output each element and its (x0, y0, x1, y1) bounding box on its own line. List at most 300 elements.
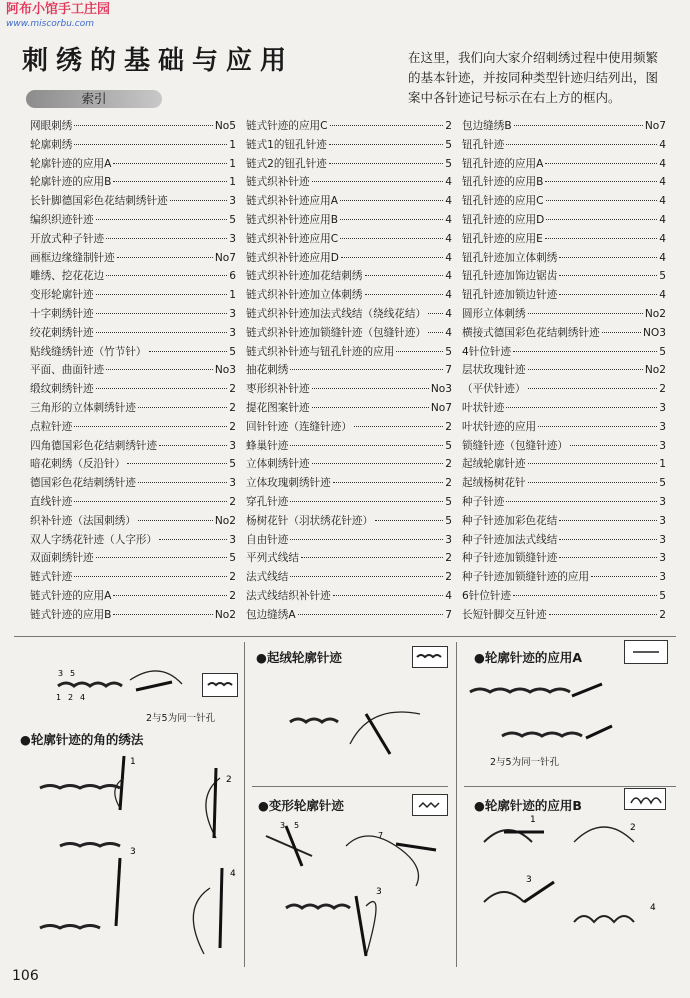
leader-dots (138, 407, 227, 408)
app-a-diagram (462, 666, 672, 752)
index-column-2 (246, 118, 452, 626)
index-entry-page: 4 (659, 289, 666, 302)
leader-dots (546, 219, 657, 220)
index-entry-label: 6针位针迹 (462, 589, 512, 602)
leader-dots (127, 463, 227, 464)
index-entry-label: 双人字绣花针迹（人字形） (30, 533, 158, 546)
index-entry (30, 475, 236, 494)
svg-text:1: 1 (130, 757, 136, 767)
index-entry (246, 156, 452, 175)
svg-text:3: 3 (280, 821, 286, 830)
index-entry (30, 419, 236, 438)
index-entry (246, 174, 452, 193)
index-entry-label: 种子针迹加锁缝针迹 (462, 552, 558, 565)
index-entry-page: 4 (445, 270, 452, 283)
index-entry-label: 包边缝绣A (246, 608, 296, 621)
index-entry (246, 607, 452, 626)
index-entry (30, 362, 236, 381)
svg-text:2: 2 (226, 775, 232, 785)
index-entry-page: 5 (445, 439, 452, 452)
leader-dots (74, 501, 227, 502)
index-entry-label: 链式织补针迹应用D (246, 251, 339, 264)
index-entry-label: 长短针脚交互针迹 (462, 608, 547, 621)
leader-dots (513, 351, 657, 352)
index-entry-page: No7 (430, 401, 452, 414)
index-entry-page: 2 (445, 571, 452, 584)
index-entry-label: 钮孔针迹 (462, 138, 505, 151)
index-entry (246, 118, 452, 137)
leader-dots (528, 463, 658, 464)
leader-dots (312, 388, 429, 389)
variant-outline-title: ●变形轮廓针迹 (258, 798, 344, 813)
leader-dots (538, 426, 657, 427)
leader-dots (428, 313, 443, 314)
index-entry (462, 456, 666, 475)
index-entry (246, 569, 452, 588)
leader-dots (559, 257, 657, 258)
index-entry (462, 344, 666, 363)
index-entry (246, 306, 452, 325)
index-entry-label: 链式织补针迹加立体刺绣 (246, 289, 363, 302)
index-entry-page: 3 (659, 552, 666, 565)
index-entry-page: No2 (644, 364, 666, 377)
index-entry-page: 1 (229, 176, 236, 189)
index-entry-label: 雕绣、挖花花边 (30, 270, 105, 283)
leader-dots (396, 351, 443, 352)
variant-outline-diagram (256, 816, 448, 964)
index-entry-page: 3 (229, 439, 236, 452)
leader-dots (290, 445, 443, 446)
leader-dots (138, 520, 213, 521)
svg-text:4: 4 (650, 903, 656, 913)
leader-dots (340, 238, 443, 239)
index-entry-label: 链式针迹的应用B (30, 608, 112, 621)
leader-dots (96, 219, 228, 220)
index-entry-label: 钮孔针迹的应用B (462, 176, 544, 189)
index-entry (462, 419, 666, 438)
index-entry-page: 5 (659, 589, 666, 602)
index-entry (462, 268, 666, 287)
leader-dots (312, 181, 444, 182)
index-entry-label: 轮廓针迹的应用A (30, 157, 112, 170)
page-title: 刺绣的基础与应用 (22, 46, 295, 76)
leader-dots (549, 614, 658, 615)
index-entry-label: 包边缝绣B (462, 120, 512, 132)
leader-dots (559, 557, 657, 558)
index-entry-label: 链式织补针迹应用C (246, 232, 339, 245)
index-entry-page: 2 (659, 608, 666, 621)
app-a-caption: 2与5为同一针孔 (490, 757, 560, 768)
svg-text:2: 2 (68, 693, 74, 702)
index-entry-label: 链式织补针迹 (246, 176, 310, 189)
index-entry-label: 种子针迹加法式线结 (462, 533, 558, 546)
index-entry-label: 绞花刺绣针迹 (30, 326, 94, 339)
index-entry-page: 4 (659, 213, 666, 226)
index-badge: 索引 (26, 90, 162, 108)
leader-dots (365, 294, 444, 295)
index-entry-label: 横接式德国彩色花结刺绣针迹 (462, 326, 600, 339)
index-entry-page: No2 (214, 608, 236, 621)
leader-dots (113, 595, 227, 596)
index-entry (246, 250, 452, 269)
index-entry (30, 438, 236, 457)
leader-dots (159, 445, 227, 446)
index-entry (30, 306, 236, 325)
leader-dots (333, 595, 444, 596)
index-entry (462, 231, 666, 250)
index-entry (30, 344, 236, 363)
index-entry (30, 494, 236, 513)
svg-text:3: 3 (58, 669, 64, 678)
index-entry-page: 5 (445, 495, 452, 508)
leader-dots (559, 294, 657, 295)
index-entry-label: 链式针迹的应用A (30, 589, 112, 602)
index-entry-page: 6 (229, 270, 236, 283)
stitch-symbol-box (624, 788, 666, 810)
leader-dots (546, 200, 658, 201)
index-entry-page: 5 (659, 477, 666, 490)
index-entry (30, 156, 236, 175)
index-entry-page: No7 (214, 251, 236, 264)
index-entry-page: No3 (430, 383, 452, 396)
svg-text:1: 1 (56, 693, 62, 702)
watermark-site: www.miscorbu.com (6, 19, 94, 29)
leader-dots (138, 482, 227, 483)
leader-dots (74, 576, 227, 577)
leader-dots (106, 369, 213, 370)
index-entry-label: 圆形立体刺绣 (462, 307, 526, 320)
index-entry-label: 叶状针迹的应用 (462, 420, 537, 433)
index-entry-label: 提花图案针迹 (246, 401, 310, 414)
leader-dots (312, 407, 429, 408)
corner-section-title: ●轮廓针迹的角的绣法 (20, 732, 144, 747)
index-entry-page: 2 (659, 383, 666, 396)
leader-dots (506, 407, 657, 408)
index-entry-label: 穿孔针迹 (246, 495, 289, 508)
index-entry (462, 550, 666, 569)
leader-dots (340, 200, 443, 201)
leader-dots (96, 294, 228, 295)
index-entry-page: 4 (445, 251, 452, 264)
index-entry (246, 475, 452, 494)
index-entry (246, 362, 452, 381)
index-entry-label: 法式线结织补针迹 (246, 589, 331, 602)
index-entry-page: 3 (229, 232, 236, 245)
leader-dots (333, 482, 444, 483)
index-entry (462, 306, 666, 325)
index-entry-page: 4 (445, 213, 452, 226)
index-entry (30, 118, 236, 137)
index-entry (246, 268, 452, 287)
stitch-symbol-box (412, 794, 448, 816)
svg-text:5: 5 (70, 669, 76, 678)
pile-outline-title: ●起绒轮廓针迹 (256, 650, 342, 665)
index-column-1 (30, 118, 236, 626)
leader-dots (513, 595, 657, 596)
index-entry (30, 513, 236, 532)
index-entry-page: No2 (644, 307, 666, 320)
intro-paragraph: 在这里，我们向大家介绍刺绣过程中使用频繁的基本针迹，并按同种类型针迹归结列出，图案中各针迹记号标示在右上方的框内。 (408, 50, 659, 105)
index-entry (246, 212, 452, 231)
index-entry-page: 5 (229, 213, 236, 226)
index-entry (462, 494, 666, 513)
svg-text:5: 5 (294, 821, 300, 830)
leader-dots (329, 144, 443, 145)
index-entry-page: 7 (445, 608, 452, 621)
leader-dots (106, 275, 227, 276)
index-entry (246, 231, 452, 250)
index-column-3 (462, 118, 666, 626)
index-entry-page: 3 (659, 495, 666, 508)
panel-divider (252, 786, 448, 787)
index-entry (246, 550, 452, 569)
index-entry (462, 137, 666, 156)
index-entry-page: 2 (229, 420, 236, 433)
index-entry-label: 直线针迹 (30, 495, 73, 508)
index-entry-page: 2 (229, 589, 236, 602)
index-entry-label: 长针脚德国彩色花结刺绣针迹 (30, 195, 168, 208)
index-entry (30, 550, 236, 569)
index-entry (246, 494, 452, 513)
index-entry-label: 层状玫瑰针迹 (462, 364, 526, 377)
app-b-title: ●轮廓针迹的应用B (474, 798, 582, 813)
index-entry-label: 自由针迹 (246, 533, 289, 546)
svg-text:7: 7 (378, 831, 384, 840)
index-entry (462, 118, 666, 137)
index-entry (30, 212, 236, 231)
same-hole-caption: 2与5为同一针孔 (146, 713, 216, 724)
index-entry-label: 起绒杨树花针 (462, 477, 526, 490)
leader-dots (602, 332, 641, 333)
index-entry-page: No3 (214, 364, 236, 377)
leader-dots (559, 520, 657, 521)
index-entry-label: 链式针迹的应用C (246, 120, 328, 132)
index-entry (30, 231, 236, 250)
index-entry-label: 种子针迹 (462, 495, 505, 508)
index-entry-label: 暗花刺绣（反沿针） (30, 458, 126, 471)
index-entry-label: 叶状针迹 (462, 401, 505, 414)
index-entry-page: 1 (659, 458, 666, 471)
index-entry-label: 钮孔针迹的应用A (462, 157, 544, 170)
leader-dots (506, 501, 657, 502)
index-entry-page: 4 (445, 289, 452, 302)
index-entry (30, 193, 236, 212)
leader-dots (545, 238, 657, 239)
index-entry-page: No2 (214, 514, 236, 527)
index-entry (246, 438, 452, 457)
leader-dots (330, 125, 444, 126)
index-entry-label: 钮孔针迹加锁边针迹 (462, 289, 558, 302)
index-entry-label: 回针针迹（连缝针迹） (246, 420, 352, 433)
leader-dots (365, 275, 444, 276)
index-entry-page: 4 (659, 157, 666, 170)
leader-dots (290, 539, 443, 540)
index-entry-label: 4针位针迹 (462, 345, 512, 358)
index-entry-page: 2 (445, 477, 452, 490)
index-entry-label: 法式线结 (246, 571, 289, 584)
index-entry-page: 2 (229, 401, 236, 414)
index-entry (462, 475, 666, 494)
index-entry-page: 1 (229, 289, 236, 302)
leader-dots (96, 388, 228, 389)
index-entry-page: 4 (445, 195, 452, 208)
column-divider (244, 642, 245, 967)
index-entry (30, 569, 236, 588)
index-entry (30, 325, 236, 344)
leader-dots (506, 144, 657, 145)
index-entry (246, 513, 452, 532)
index-entry-label: 编织织迹针迹 (30, 213, 94, 226)
index-entry-page: No5 (214, 120, 236, 132)
leader-dots (298, 614, 444, 615)
index-entry-page: 5 (659, 270, 666, 283)
stitch-symbol-box (202, 673, 238, 697)
index-entry (246, 287, 452, 306)
index-entry (462, 156, 666, 175)
index-entry-label: 链式1的钮孔针迹 (246, 138, 327, 151)
index-entry-page: 4 (659, 232, 666, 245)
leader-dots (290, 576, 443, 577)
leader-dots (149, 351, 228, 352)
index-entry (462, 193, 666, 212)
leader-dots (96, 557, 228, 558)
leader-dots (354, 426, 443, 427)
index-entry (246, 137, 452, 156)
index-entry (462, 569, 666, 588)
app-b-diagram (464, 812, 674, 964)
index-entry (30, 174, 236, 193)
index-entry (30, 268, 236, 287)
index-entry-page: 4 (659, 138, 666, 151)
index-entry (30, 287, 236, 306)
index-entry-page: 4 (659, 251, 666, 264)
index-entry (30, 250, 236, 269)
index-entry (30, 588, 236, 607)
leader-dots (528, 482, 658, 483)
index-entry (246, 400, 452, 419)
index-entry-label: 钮孔针迹加饰边锯齿 (462, 270, 558, 283)
index-entry (30, 456, 236, 475)
index-entry-page: 2 (229, 571, 236, 584)
index-entry-page: 4 (659, 195, 666, 208)
index-entry (246, 344, 452, 363)
index-entry (462, 362, 666, 381)
leader-dots (74, 125, 212, 126)
index-entry-page: 4 (445, 176, 452, 189)
index-entry-label: 种子针迹加锁缝针迹的应用 (462, 571, 590, 584)
index-entry-label: 开放式种子针迹 (30, 232, 105, 245)
app-a-title: ●轮廓针迹的应用A (474, 650, 583, 665)
index-entry-page: 5 (229, 552, 236, 565)
leader-dots (117, 257, 213, 258)
index-entry-page: 5 (445, 345, 452, 358)
index-entry-page: NO3 (642, 326, 666, 339)
leader-dots (170, 200, 228, 201)
index-entry-label: 贴线缝绣针迹（竹节针） (30, 345, 147, 358)
index-entry-label: 钮孔针迹的应用D (462, 213, 545, 226)
index-entry (30, 137, 236, 156)
leader-dots (375, 520, 443, 521)
index-entry-page: 3 (659, 420, 666, 433)
index-entry-label: 三角形的立体刺绣针迹 (30, 401, 136, 414)
index-entry-label: 立体玫瑰刺绣针迹 (246, 477, 331, 490)
index-entry-label: 链式织补针迹应用A (246, 195, 338, 208)
index-entry-page: No7 (644, 120, 666, 132)
index-entry (30, 532, 236, 551)
index-entry-label: 蜂巢针迹 (246, 439, 289, 452)
index-entry-label: 链式针迹 (30, 571, 73, 584)
index-entry-label: 链式织补针迹与钮孔针迹的应用 (246, 345, 395, 358)
leader-dots (559, 275, 657, 276)
index-entry-page: 2 (445, 552, 452, 565)
svg-text:2: 2 (630, 823, 636, 833)
leader-dots (528, 369, 643, 370)
index-entry-label: 轮廓刺绣 (30, 138, 73, 151)
index-entry-page: 2 (445, 120, 452, 132)
index-entry-page: 3 (229, 477, 236, 490)
leader-dots (96, 313, 228, 314)
index-entry-label: 链式织补针迹加锁缝针迹（包缝针迹） (246, 326, 427, 339)
leader-dots (113, 181, 227, 182)
leader-dots (528, 388, 658, 389)
leader-dots (428, 332, 443, 333)
index-entry-page: 2 (445, 420, 452, 433)
index-entry (30, 400, 236, 419)
section-divider (14, 636, 676, 637)
leader-dots (341, 257, 443, 258)
stitch-symbol-box (412, 646, 448, 668)
index-entry-page: 4 (445, 589, 452, 602)
index-entry-label: 钮孔针迹的应用E (462, 232, 543, 245)
index-entry-label: 织补针迹（法国刺绣） (30, 514, 136, 527)
index-entry-page: 3 (659, 439, 666, 452)
index-entry-page: 3 (229, 307, 236, 320)
index-entry (30, 381, 236, 400)
svg-text:4: 4 (80, 693, 86, 702)
index-entry (462, 513, 666, 532)
index-entry (246, 419, 452, 438)
index-entry-page: 3 (229, 195, 236, 208)
leader-dots (312, 463, 444, 464)
leader-dots (96, 332, 228, 333)
svg-text:3: 3 (376, 887, 382, 897)
index-entry-page: 5 (659, 345, 666, 358)
index-entry-page: 1 (229, 157, 236, 170)
index-entry-label: 杨树花针（羽状绣花针迹） (246, 514, 374, 527)
index-entry (462, 607, 666, 626)
index-entry-label: 十字刺绣针迹 (30, 307, 94, 320)
index-entry-label: （平伏针迹） (462, 383, 526, 396)
index-entry-label: 点粒针迹 (30, 420, 73, 433)
index-entry-page: 3 (659, 533, 666, 546)
index-entry-page: 4 (445, 232, 452, 245)
index-entry-page: 3 (659, 401, 666, 414)
leader-dots (106, 238, 227, 239)
index-entry-label: 德国彩色花结刺绣针迹 (30, 477, 136, 490)
leader-dots (329, 163, 443, 164)
index-entry (462, 325, 666, 344)
index-entry (246, 193, 452, 212)
index-entry-page: 2 (229, 495, 236, 508)
leader-dots (113, 614, 212, 615)
index-entry-label: 平面、曲面针迹 (30, 364, 105, 377)
index-entry-page: 1 (229, 138, 236, 151)
leader-dots (290, 501, 443, 502)
index-entry-label: 缎纹刺绣针迹 (30, 383, 94, 396)
leader-dots (340, 219, 443, 220)
index-entry-page: 5 (445, 514, 452, 527)
leader-dots (570, 445, 657, 446)
